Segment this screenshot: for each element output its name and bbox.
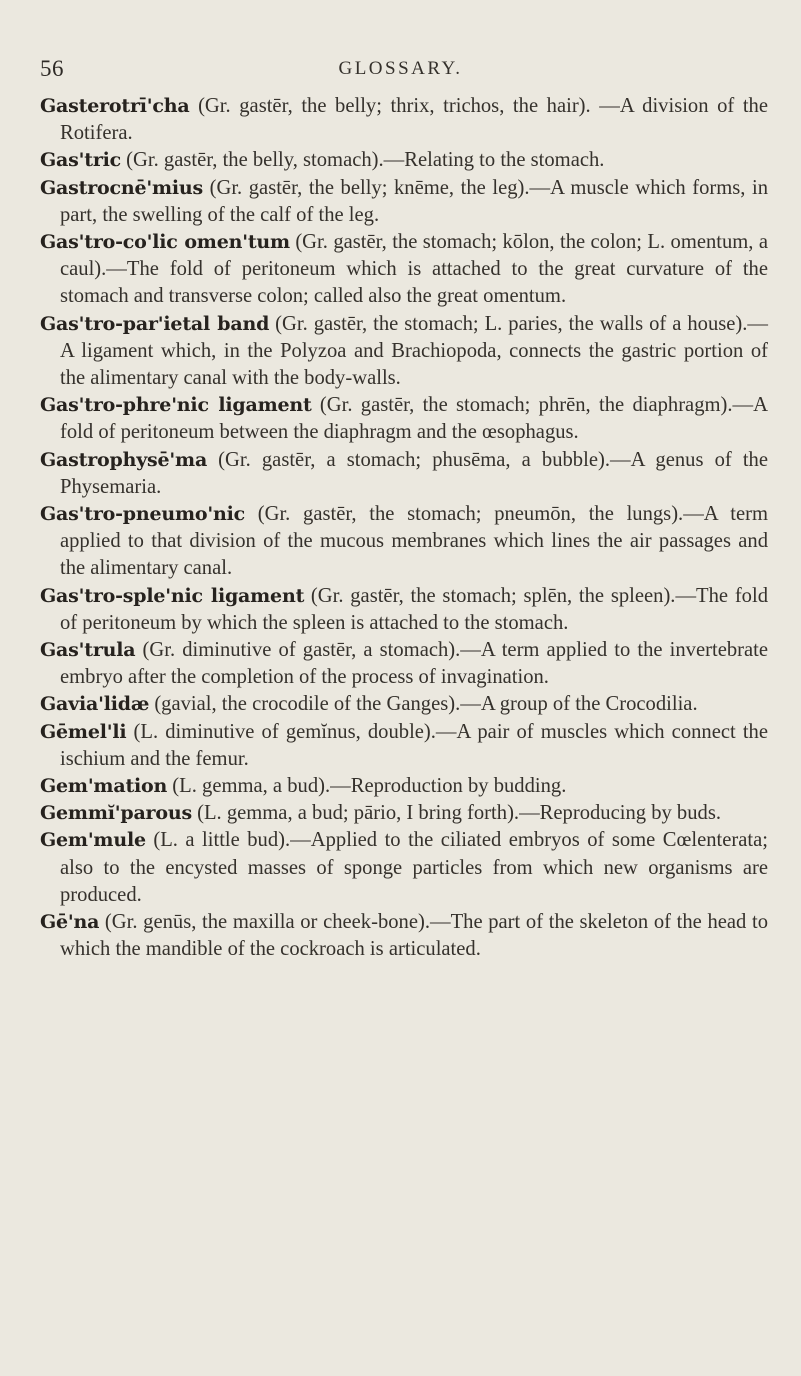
- entry-term: Gas'tric: [40, 149, 122, 172]
- glossary-entry: [40, 719, 768, 773]
- entry-term: Gas'tro-phre'nic ligament: [40, 394, 312, 417]
- glossary-entry: [40, 827, 768, 909]
- entry-term: Gastrocnē'mius: [40, 176, 204, 199]
- glossary-entry: [40, 229, 768, 311]
- entry-term: Gas'trula: [40, 639, 136, 662]
- glossary-entry: [40, 93, 768, 147]
- entry-term: Gas'tro-sple'nic ligament: [40, 584, 305, 607]
- entry-term: Gemmĭ'parous: [40, 802, 192, 825]
- entry-definition: (Gr. gastēr, the stomach; splēn, the spleen).—The fold of peritoneum by which the spleen is attached to the stomach.: [60, 584, 768, 634]
- entry-term: Gas'tro-co'lic omen'tum: [40, 231, 290, 254]
- glossary-entry: [40, 392, 768, 446]
- entry-definition: (gavial, the crocodile of the Ganges).—A group of the Crocodilia.: [149, 693, 698, 716]
- entry-definition: (Gr. gastēr, a stomach; phusēma, a bubble).—A genus of the Physemaria.: [60, 448, 768, 498]
- entry-definition: (L. diminutive of gemĭnus, double).—A pair of muscles which connect the ischium and the femur.: [60, 720, 768, 770]
- entry-term: Gas'tro-pneumo'nic: [40, 503, 245, 526]
- entry-definition: (L. gemma, a bud; pārio, I bring forth).—Reproducing by buds.: [191, 802, 721, 825]
- entry-definition: (Gr. gastēr, the belly; thrix, trichos, the hair). —A division of the Rotifera.: [60, 95, 768, 145]
- entry-term: Gem'mule: [40, 829, 146, 852]
- entry-term: Gas'tro-par'ietal band: [40, 312, 270, 335]
- running-head: GLOSSARY.: [338, 58, 463, 79]
- glossary-entry: [40, 175, 768, 229]
- entry-definition: (L. gemma, a bud).—Reproduction by budding.: [167, 775, 567, 798]
- entry-definition: (Gr. gastēr, the stomach; phrēn, the diaphragm).—A fold of peritoneum between the diaphragm and the œsophagus.: [60, 394, 768, 444]
- glossary-entry: [40, 147, 768, 174]
- entry-term: Gasterotrī'cha: [40, 95, 190, 117]
- glossary-entry: [40, 637, 768, 691]
- glossary-entries: [40, 93, 768, 964]
- glossary-entry: [40, 311, 768, 393]
- entry-term: Gem'mation: [40, 775, 168, 798]
- entry-definition: (Gr. gastēr, the stomach; kōlon, the colon; L. omentum, a caul).—The fold of peritoneum which is attached to the great curvature of the stomach and transverse colon; called also the great omentum.: [60, 231, 768, 308]
- entry-term: Gastrophysē'ma: [40, 448, 208, 471]
- entry-term: Gēmel'li: [40, 720, 127, 743]
- entry-definition: (Gr. gastēr, the stomach; pneumōn, the lungs).—A term applied to that division of the mucous membranes which lines the air passages and the alimentary canal.: [60, 503, 768, 580]
- entry-definition: (Gr. gastēr, the belly; knēme, the leg).—A muscle which forms, in part, the swelling of the calf of the leg.: [60, 176, 768, 226]
- glossary-entry: [40, 583, 768, 637]
- glossary-entry: [40, 773, 768, 800]
- entry-definition: (Gr. gastēr, the belly, stomach).—Relating to the stomach.: [121, 149, 605, 172]
- page-number: 56: [40, 56, 64, 81]
- glossary-entry: [40, 800, 768, 827]
- glossary-entry: [40, 447, 768, 501]
- entry-term: Gē'na: [40, 911, 100, 934]
- glossary-entry: [40, 909, 768, 963]
- entry-definition: (Gr. genūs, the maxilla or cheek-bone).—The part of the skeleton of the head to which the mandible of the cockroach is articulated.: [60, 911, 768, 961]
- entry-definition: (L. a little bud).—Applied to the ciliated embryos of some Cœlenterata; also to the encysted masses of sponge particles from which new organisms are produced.: [60, 829, 768, 906]
- glossary-entry: [40, 501, 768, 583]
- glossary-entry: [40, 691, 768, 718]
- entry-definition: (Gr. gastēr, the stomach; L. paries, the walls of a house).—A ligament which, in the Polyzoa and Brachiopoda, connects the gastric portion of the alimentary canal with the body-walls.: [60, 312, 769, 390]
- entry-term: Gavia'lidæ: [40, 693, 150, 716]
- entry-definition: (Gr. diminutive of gastēr, a stomach).—A term applied to the invertebrate embryo after the completion of the process of invagination.: [60, 639, 768, 689]
